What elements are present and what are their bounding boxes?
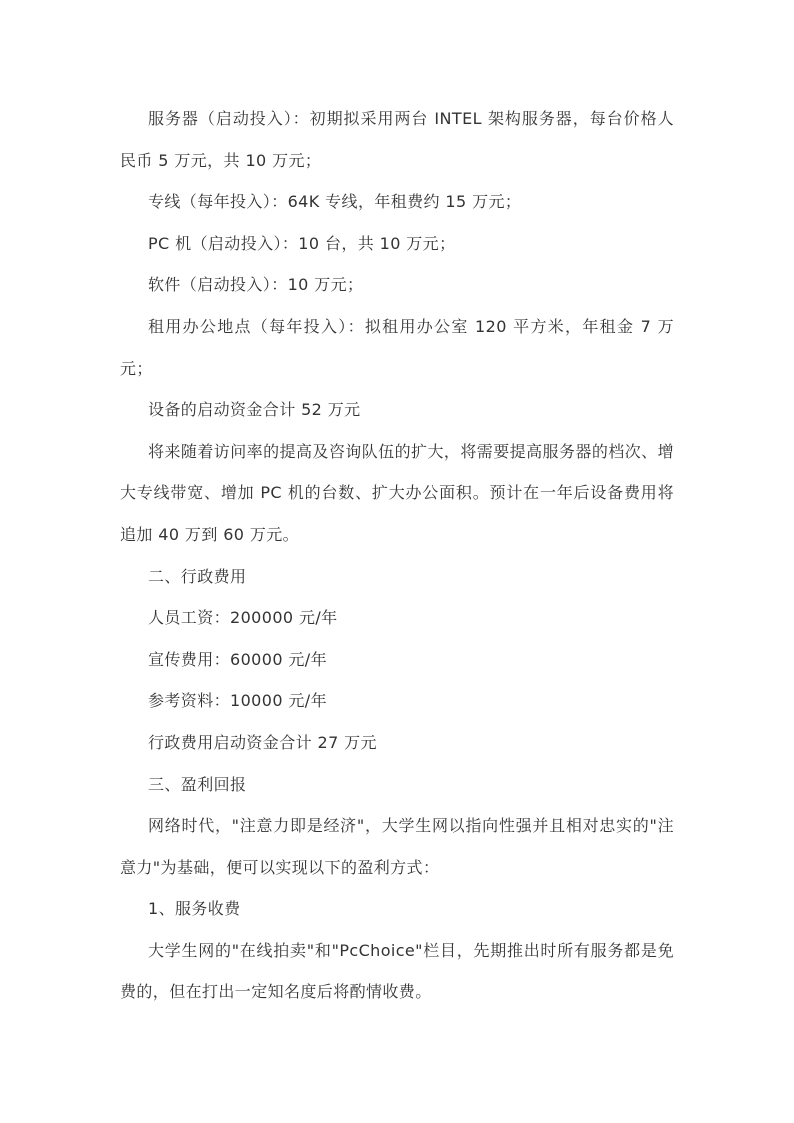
paragraph-line-cost: 专线（每年投入）：64K 专线，年租费约 15 万元； — [148, 192, 522, 212]
paragraph-attention-economy: 网络时代，"注意力即是经济"，大学生网以指向性强并且相对忠实的"注意力"为基础，便可以实现以下的盈利方式： — [120, 816, 674, 877]
paragraph-office-cost: 租用办公地点（每年投入）：拟租用办公室 120 平方米，年租金 7 万元； — [120, 316, 674, 378]
paragraph-equipment-total: 设备的启动资金合计 52 万元 — [148, 400, 361, 420]
paragraph-future-expansion: 将来随着访问率的提高及咨询队伍的扩大，将需要提高服务器的档次、增大专线带宽、增加 PC 机的台数、扩大办公面积。预计在一年后设备费用将追加 40 万到 60 万元。 — [120, 441, 674, 544]
heading-profit-return: 三、盈利回报 — [148, 774, 247, 794]
document-body — [120, 98, 674, 1013]
paragraph-promotion: 宣传费用：60000 元/年 — [148, 649, 327, 669]
paragraph-admin-total: 行政费用启动资金合计 27 万元 — [148, 732, 377, 752]
paragraph-reference: 参考资料：10000 元/年 — [148, 691, 327, 711]
heading-service-fee: 1、服务收费 — [148, 899, 241, 919]
paragraph-server-cost: 服务器（启动投入）：初期拟采用两台 INTEL 架构服务器，每台价格人民币 5 万元，共 10 万元； — [120, 109, 674, 170]
paragraph-salary: 人员工资：200000 元/年 — [148, 608, 338, 628]
paragraph-software-cost: 软件（启动投入）：10 万元； — [148, 275, 364, 295]
paragraph-pc-cost: PC 机（启动投入）：10 台，共 10 万元； — [148, 233, 456, 253]
paragraph-service-fee-detail: 大学生网的"在线拍卖"和"PcChoice"栏目，先期推出时所有服务都是免费的，但在打出一定知名度后将酌情收费。 — [120, 940, 674, 1002]
heading-admin-costs: 二、行政费用 — [148, 566, 247, 586]
